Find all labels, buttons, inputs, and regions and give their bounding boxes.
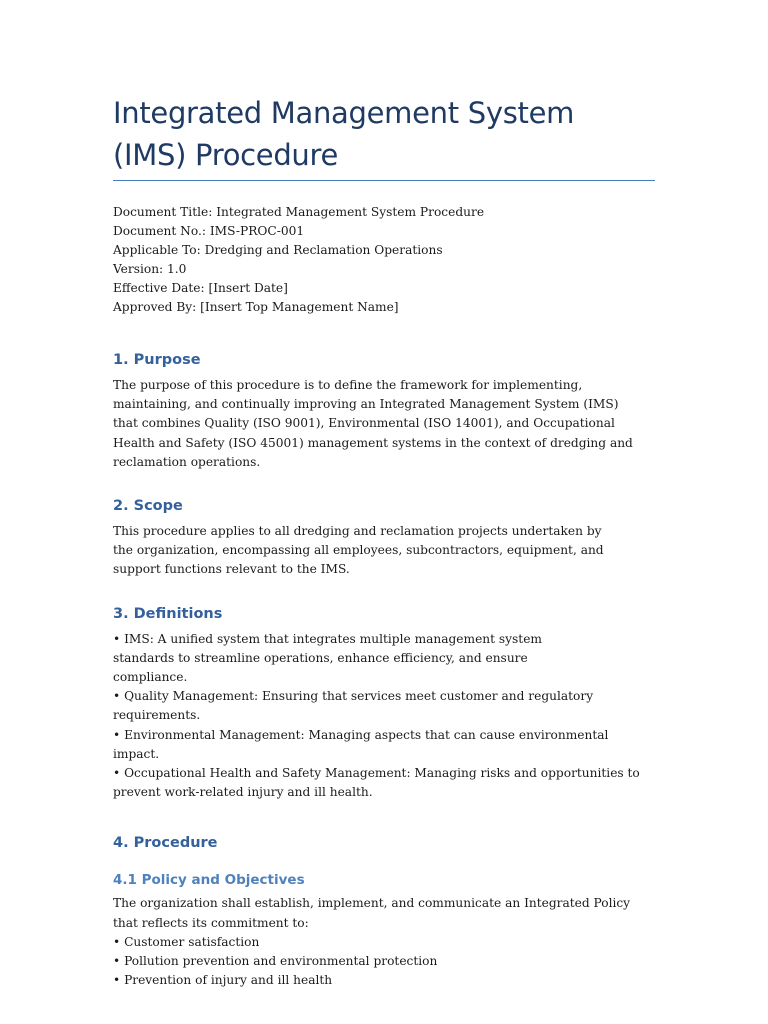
policy-item-pollution-prevention: • Pollution prevention and environmental protection [113,954,438,969]
scope-heading: 2. Scope [113,498,183,515]
purpose-text: The purpose of this procedure is to define the framework for implementing, maintaining, and continually improving an Integrated Management System (IMS) that combines Quality (ISO 9001), Environmental (ISO 14001), and Occupational Health and Safety (ISO 45001) management systems in the context of dredging and reclamation operations. [113,378,633,469]
meta-document-title: Document Title: Integrated Management System Procedure [113,205,485,219]
subsection-policy-objectives [113,870,658,990]
document-metadata [113,203,658,317]
section-procedure [113,833,658,990]
definition-item-ims: • IMS: A unified system that integrates multiple management system standards to streamline operations, enhance efficiency, and ensure compliance. [113,631,542,685]
policy-objectives-heading: 4.1 Policy and Objectives [113,872,305,889]
meta-effective-date: Effective Date: [Insert Date] [113,281,288,295]
policy-item-injury-prevention: • Prevention of injury and ill health [113,973,333,988]
meta-applicable-to: Applicable To: Dredging and Reclamation Operations [113,243,443,257]
definition-item-environmental: • Environmental Management: Managing aspects that can cause environmental impact. [113,727,609,761]
definitions-heading: 3. Definitions [113,605,223,622]
meta-document-number: Document No.: IMS-PROC-001 [113,224,305,238]
section-definitions [113,604,658,803]
purpose-heading: 1. Purpose [113,352,201,368]
definition-item-quality: • Quality Management: Ensuring that services meet customer and regulatory requirements. [113,689,594,723]
meta-approved-by: Approved By: [Insert Top Management Name] [113,300,399,314]
section-scope [113,496,658,580]
definition-item-ohs: • Occupational Health and Safety Management: Managing risks and opportunities to prevent work-related injury and ill health. [113,766,640,800]
definitions-list [113,630,658,803]
meta-version: Version: 1.0 [113,262,187,276]
policy-intro-text: The organization shall establish, implement, and communicate an Integrated Policy that reflects its commitment to: [113,896,631,930]
policy-item-customer-satisfaction: • Customer satisfaction [113,934,260,949]
procedure-heading: 4. Procedure [113,835,218,852]
document-title [113,92,658,176]
section-purpose [113,350,658,472]
document-page [113,92,658,990]
document-title-text: Integrated Management System (IMS) Procedure [113,96,575,172]
scope-text: This procedure applies to all dredging and reclamation projects undertaken by the organization, encompassing all employees, subcontractors, equipment, and support functions relevant to the IMS. [113,524,604,577]
title-underline [113,180,655,181]
